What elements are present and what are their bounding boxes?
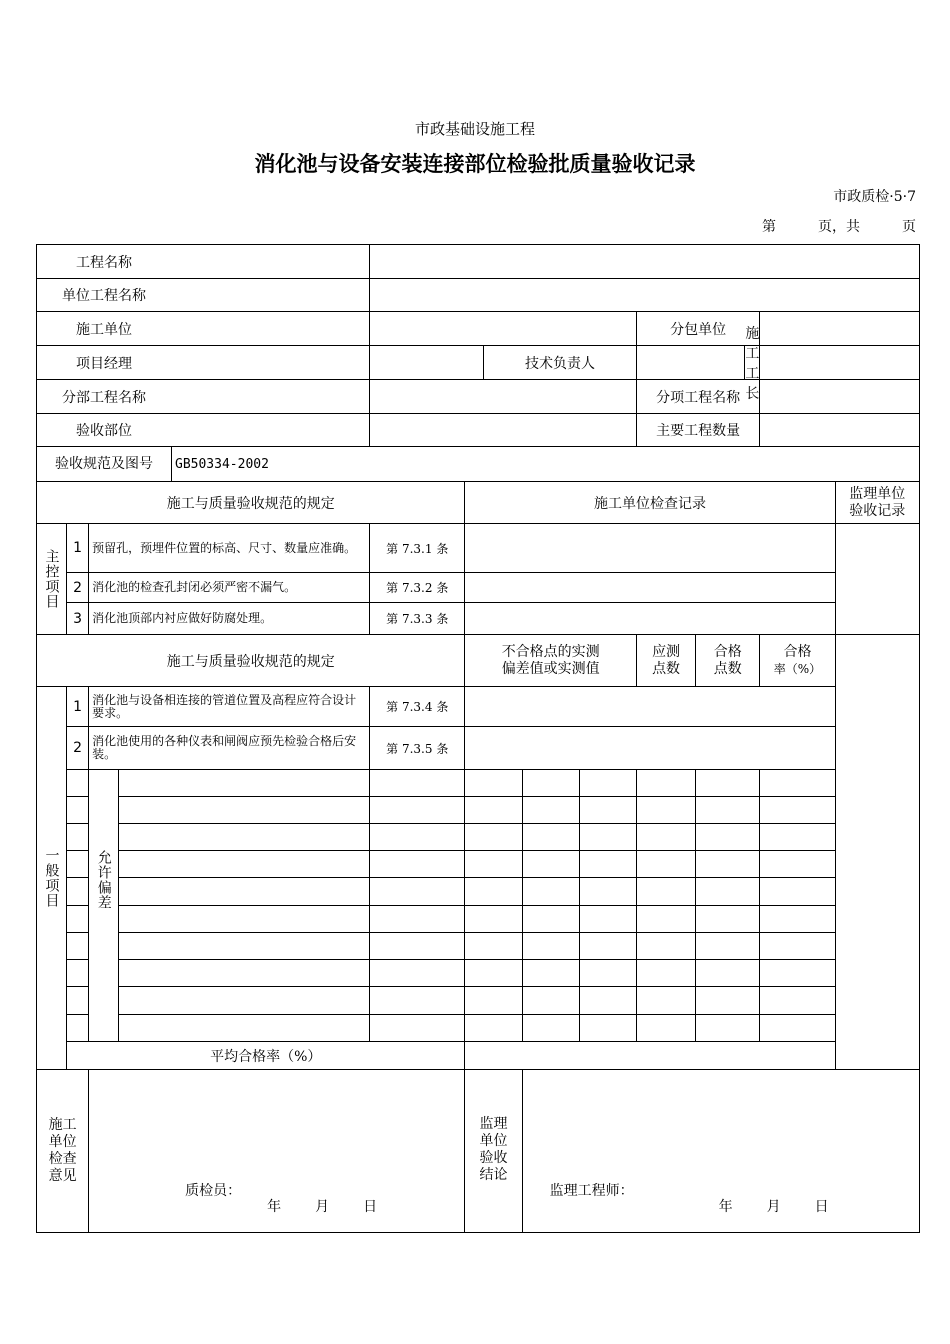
inspection-form-table	[36, 244, 920, 1233]
main-header-record: 施工单位检查记录	[465, 482, 835, 524]
label-standard: 验收规范及图号	[37, 447, 172, 481]
label-main-quantity: 主要工程数量	[636, 414, 759, 447]
tolerance-row	[37, 851, 920, 878]
row-contractor	[37, 312, 920, 346]
main-item-row	[37, 524, 920, 573]
main-item-record[interactable]	[465, 524, 835, 573]
general-item-no: 1	[67, 687, 89, 727]
general-header-points: 应测 点数	[636, 635, 695, 687]
general-item-no: 2	[67, 727, 89, 770]
average-rate-label: 平均合格率（%）	[67, 1042, 465, 1070]
row-division	[37, 380, 920, 414]
page-info	[762, 216, 916, 236]
average-rate-value[interactable]	[465, 1042, 835, 1070]
contractor-date: 年 月 日	[267, 1199, 378, 1215]
average-rate-row	[37, 1042, 920, 1070]
main-item-text: 消化池顶部内衬应做好防腐处理。	[89, 603, 370, 635]
main-item-text: 预留孔，预埋件位置的标高、尺寸、数量应准确。	[89, 524, 370, 573]
tolerance-row	[37, 824, 920, 851]
tolerance-row	[37, 770, 920, 797]
general-header-row	[37, 635, 920, 687]
page-label-2: 页，共	[818, 219, 860, 235]
field-project-manager[interactable]	[370, 346, 484, 379]
main-item-clause: 第 7.3.3 条	[370, 603, 465, 635]
label-tech-lead: 技术负责人	[525, 355, 596, 372]
general-header-pass-points: 合格 点数	[696, 635, 760, 687]
general-item-text: 消化池使用的各种仪表和闸阀应预先检验合格后安装。	[89, 727, 370, 770]
tolerance-row	[37, 878, 920, 906]
supervisor-date: 年 月 日	[718, 1199, 829, 1215]
row-standard	[37, 447, 920, 482]
field-unit-project[interactable]	[370, 279, 920, 312]
page-label-1: 第	[762, 219, 776, 235]
label-unit-project: 单位工程名称	[62, 288, 146, 304]
page-label-3: 页	[902, 219, 916, 235]
tolerance-row	[37, 1015, 920, 1042]
main-supervisor-record[interactable]	[835, 524, 919, 635]
main-item-no: 3	[67, 603, 89, 635]
standard-value: GB50334-2002	[175, 456, 269, 472]
supervisor-header-line2: 验收记录	[849, 502, 906, 519]
general-item-row	[37, 727, 920, 770]
label-project-manager: 项目经理	[76, 355, 132, 372]
form-supertitle: 市政基础设施工程	[414, 120, 535, 138]
row-acceptance-part	[37, 414, 920, 447]
row-managers	[37, 346, 920, 380]
tolerance-row	[37, 933, 920, 960]
signature-row	[37, 1070, 920, 1233]
form-title: 消化池与设备安装连接部位检验批质量验收记录	[254, 152, 696, 176]
tolerance-row	[37, 797, 920, 824]
inspector-label: 质检员：	[185, 1183, 242, 1199]
general-supervisor-record[interactable]	[835, 635, 919, 1070]
main-item-no: 2	[67, 573, 89, 603]
label-subcontractor: 分包单位	[636, 312, 759, 346]
main-group-label: 主控项目	[37, 524, 67, 635]
main-item-row	[37, 573, 920, 603]
field-division[interactable]	[370, 380, 637, 414]
general-item-clause: 第 7.3.4 条	[370, 687, 465, 727]
field-main-quantity[interactable]	[760, 414, 920, 447]
tolerance-row	[37, 906, 920, 933]
field-tech-lead[interactable]	[637, 346, 745, 379]
form-code: 市政质检·5·7	[833, 189, 916, 205]
field-subcontractor[interactable]	[760, 312, 920, 346]
tolerance-row	[37, 960, 920, 987]
field-foreman[interactable]	[760, 346, 920, 380]
field-project-name[interactable]	[370, 245, 920, 279]
general-item-clause: 第 7.3.5 条	[370, 727, 465, 770]
main-item-clause: 第 7.3.1 条	[370, 524, 465, 573]
general-header-deviation: 不合格点的实测 偏差值或实测值	[465, 635, 637, 687]
label-subitem: 分项工程名称	[636, 380, 759, 414]
field-acceptance-part[interactable]	[370, 414, 637, 447]
main-item-record[interactable]	[465, 573, 835, 603]
supervisor-header-line1: 监理单位	[849, 485, 906, 502]
tolerance-row	[37, 987, 920, 1015]
label-project-name: 工程名称	[76, 254, 132, 271]
main-item-clause: 第 7.3.2 条	[370, 573, 465, 603]
label-division: 分部工程名称	[62, 389, 146, 406]
main-header-spec: 施工与质量验收规范的规定	[37, 482, 465, 524]
tolerance-label: 允许偏差	[89, 770, 119, 1042]
contractor-opinion-label: 施工单位检查意见	[37, 1070, 89, 1233]
general-header-spec: 施工与质量验收规范的规定	[37, 635, 465, 687]
field-contractor[interactable]	[370, 312, 637, 346]
general-item-row	[37, 687, 920, 727]
label-acceptance-part: 验收部位	[76, 423, 132, 439]
field-subitem[interactable]	[760, 380, 920, 414]
supervisor-conclusion-area[interactable]	[522, 1070, 919, 1233]
main-item-text: 消化池的检查孔封闭必须严密不漏气。	[89, 573, 370, 603]
general-item-record[interactable]	[465, 727, 835, 770]
label-contractor: 施工单位	[76, 321, 132, 338]
label-foreman: 施工工长	[745, 325, 760, 402]
general-header-rate: 合格 率（%）	[760, 635, 835, 687]
main-header-supervisor	[835, 482, 919, 524]
row-project-name	[37, 245, 920, 279]
supervisor-engineer-label: 监理工程师：	[549, 1183, 634, 1199]
general-item-record[interactable]	[465, 687, 835, 727]
row-unit-project	[37, 279, 920, 312]
general-group-label: 一般项目	[37, 687, 67, 1070]
main-item-record[interactable]	[465, 603, 835, 635]
general-item-text: 消化池与设备相连接的管道位置及高程应符合设计要求。	[89, 687, 370, 727]
main-header-row	[37, 482, 920, 524]
main-item-no: 1	[67, 524, 89, 573]
supervisor-conclusion-label: 监理单位验收结论	[465, 1070, 522, 1233]
contractor-opinion-area[interactable]	[89, 1070, 465, 1233]
main-item-row	[37, 603, 920, 635]
